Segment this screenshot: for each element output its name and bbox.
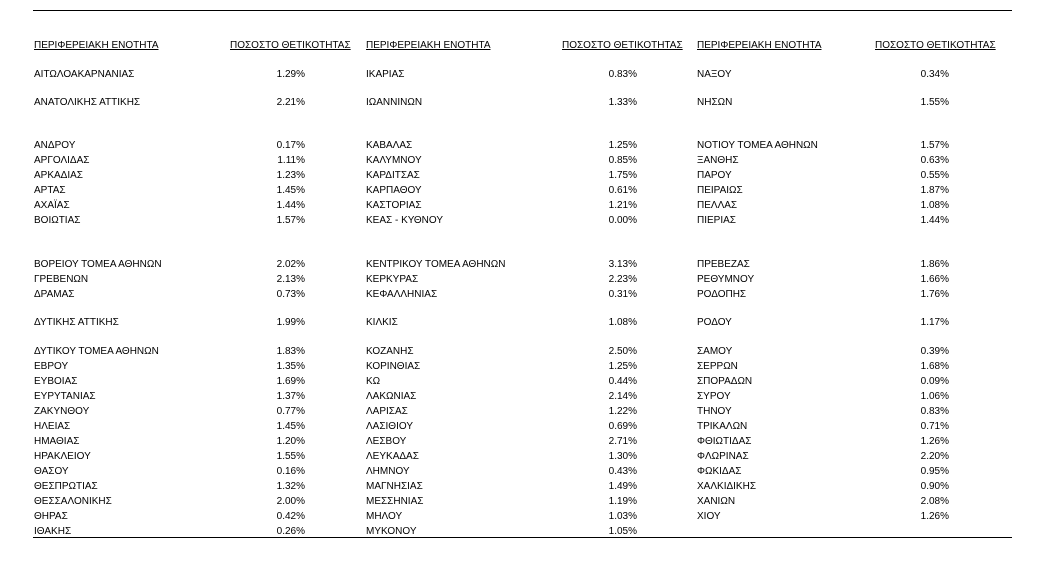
region-name: ΦΩΚΙΔΑΣ — [697, 466, 742, 477]
positivity-rate: 2.02% — [276, 259, 305, 270]
region-name: ΝΟΤΙΟΥ ΤΟΜΕΑ ΑΘΗΝΩΝ — [697, 140, 818, 151]
header-percent-2: ΠΟΣΟΣΤΟ ΘΕΤΙΚΟΤΗΤΑΣ — [562, 40, 683, 51]
region-name: ΠΕΛΛΑΣ — [697, 200, 738, 211]
positivity-rate: 1.37% — [276, 391, 305, 402]
region-name: ΛΑΣΙΘΙΟΥ — [366, 421, 413, 432]
region-name: ΛΑΚΩΝΙΑΣ — [366, 391, 417, 402]
positivity-rate: 1.29% — [276, 69, 305, 80]
positivity-rate: 0.77% — [276, 406, 305, 417]
region-name: ΔΡΑΜΑΣ — [34, 289, 75, 300]
region-name: ΚΑΒΑΛΑΣ — [366, 140, 413, 151]
positivity-rate: 1.05% — [608, 526, 637, 537]
region-name: ΒΟΡΕΙΟΥ ΤΟΜΕΑ ΑΘΗΝΩΝ — [34, 259, 162, 270]
region-name: ΑΝΑΤΟΛΙΚΗΣ ΑΤΤΙΚΗΣ — [34, 97, 141, 108]
positivity-rate: 0.17% — [276, 140, 305, 151]
positivity-rate: 0.73% — [276, 289, 305, 300]
region-name: ΗΛΕΙΑΣ — [34, 421, 71, 432]
region-name: ΚΕΦΑΛΛΗΝΙΑΣ — [366, 289, 438, 300]
region-name: ΚΑΣΤΟΡΙΑΣ — [366, 200, 422, 211]
positivity-rate: 0.90% — [920, 481, 949, 492]
positivity-rate: 1.66% — [920, 274, 949, 285]
region-name: ΚΕΡΚΥΡΑΣ — [366, 274, 419, 285]
region-name: ΕΥΒΟΙΑΣ — [34, 376, 78, 387]
region-name: ΝΗΣΩΝ — [697, 97, 733, 108]
positivity-rate: 1.45% — [276, 185, 305, 196]
positivity-rate: 1.57% — [920, 140, 949, 151]
region-name: ΜΗΛΟΥ — [366, 511, 403, 522]
positivity-rate: 0.39% — [920, 346, 949, 357]
region-name: ΗΜΑΘΙΑΣ — [34, 436, 80, 447]
positivity-rate: 2.08% — [920, 496, 949, 507]
positivity-rate: 0.55% — [920, 170, 949, 181]
positivity-rate: 2.20% — [920, 451, 949, 462]
region-name: ΣΕΡΡΩΝ — [697, 361, 738, 372]
region-name: ΓΡΕΒΕΝΩΝ — [34, 274, 89, 285]
positivity-rate: 0.85% — [608, 155, 637, 166]
region-name: ΘΑΣΟΥ — [34, 466, 69, 477]
header-region-2: ΠΕΡΙΦΕΡΕΙΑΚΗ ΕΝΟΤΗΤΑ — [366, 40, 491, 51]
positivity-rate: 0.83% — [920, 406, 949, 417]
region-name: ΞΑΝΘΗΣ — [697, 155, 739, 166]
region-name: ΚΕΝΤΡΙΚΟΥ ΤΟΜΕΑ ΑΘΗΝΩΝ — [366, 259, 506, 270]
region-name: ΡΟΔΟΥ — [697, 317, 732, 328]
positivity-rate: 1.44% — [276, 200, 305, 211]
region-name: ΚΟΖΑΝΗΣ — [366, 346, 414, 357]
positivity-rate: 1.55% — [920, 97, 949, 108]
region-name: ΘΗΡΑΣ — [34, 511, 68, 522]
positivity-rate: 1.99% — [276, 317, 305, 328]
positivity-rate: 0.00% — [608, 215, 637, 226]
positivity-rate: 1.17% — [920, 317, 949, 328]
positivity-rate: 1.86% — [920, 259, 949, 270]
table-header — [0, 40, 1056, 54]
region-name: ΚΟΡΙΝΘΙΑΣ — [366, 361, 421, 372]
region-name: ΡΟΔΟΠΗΣ — [697, 289, 747, 300]
positivity-rate: 0.34% — [920, 69, 949, 80]
positivity-rate: 1.55% — [276, 451, 305, 462]
region-name: ΦΘΙΩΤΙΔΑΣ — [697, 436, 752, 447]
region-name: ΚΑΛΥΜΝΟΥ — [366, 155, 422, 166]
top-rule — [33, 10, 1012, 11]
region-name: ΛΕΥΚΑΔΑΣ — [366, 451, 419, 462]
region-name: ΚΕΑΣ - ΚΥΘΝΟΥ — [366, 215, 443, 226]
positivity-rate: 1.45% — [276, 421, 305, 432]
positivity-rate: 1.25% — [608, 361, 637, 372]
region-name: ΔΥΤΙΚΗΣ ΑΤΤΙΚΗΣ — [34, 317, 119, 328]
region-name: ΚΑΡΔΙΤΣΑΣ — [366, 170, 420, 181]
region-name: ΑΙΤΩΛΟΑΚΑΡΝΑΝΙΑΣ — [34, 69, 135, 80]
region-name: ΣΑΜΟΥ — [697, 346, 733, 357]
positivity-rate: 1.49% — [608, 481, 637, 492]
bottom-rule — [33, 537, 1012, 538]
region-name: ΤΡΙΚΑΛΩΝ — [697, 421, 748, 432]
positivity-rate: 1.69% — [276, 376, 305, 387]
positivity-rate: 1.26% — [920, 436, 949, 447]
region-name: ΙΚΑΡΙΑΣ — [366, 69, 405, 80]
positivity-rate: 1.20% — [276, 436, 305, 447]
positivity-rate: 0.83% — [608, 69, 637, 80]
region-name: ΦΛΩΡΙΝΑΣ — [697, 451, 749, 462]
positivity-rate: 0.69% — [608, 421, 637, 432]
region-name: ΗΡΑΚΛΕΙΟΥ — [34, 451, 91, 462]
region-name: ΛΗΜΝΟΥ — [366, 466, 410, 477]
positivity-rate: 3.13% — [608, 259, 637, 270]
region-name: ΛΕΣΒΟΥ — [366, 436, 407, 447]
positivity-rate: 1.83% — [276, 346, 305, 357]
region-name: ΘΕΣΣΑΛΟΝΙΚΗΣ — [34, 496, 112, 507]
positivity-rate: 1.25% — [608, 140, 637, 151]
region-name: ΣΠΟΡΑΔΩΝ — [697, 376, 753, 387]
positivity-rate: 1.21% — [608, 200, 637, 211]
positivity-rate: 1.08% — [920, 200, 949, 211]
region-name: ΑΝΔΡΟΥ — [34, 140, 76, 151]
header-percent-1: ΠΟΣΟΣΤΟ ΘΕΤΙΚΟΤΗΤΑΣ — [230, 40, 351, 51]
region-name: ΔΥΤΙΚΟΥ ΤΟΜΕΑ ΑΘΗΝΩΝ — [34, 346, 159, 357]
positivity-rate: 1.44% — [920, 215, 949, 226]
region-name: ΕΥΡΥΤΑΝΙΑΣ — [34, 391, 96, 402]
region-name: ΠΑΡΟΥ — [697, 170, 732, 181]
region-name: ΖΑΚΥΝΘΟΥ — [34, 406, 90, 417]
positivity-rate: 0.61% — [608, 185, 637, 196]
positivity-rate: 1.03% — [608, 511, 637, 522]
region-name: ΚΙΛΚΙΣ — [366, 317, 398, 328]
positivity-rate: 2.00% — [276, 496, 305, 507]
positivity-rate: 0.95% — [920, 466, 949, 477]
positivity-rate: 1.35% — [276, 361, 305, 372]
region-name: ΑΡΓΟΛΙΔΑΣ — [34, 155, 90, 166]
region-name: ΑΡΚΑΔΙΑΣ — [34, 170, 83, 181]
positivity-rate: 1.06% — [920, 391, 949, 402]
region-name: ΧΑΛΚΙΔΙΚΗΣ — [697, 481, 756, 492]
positivity-rate: 1.11% — [277, 155, 305, 166]
region-name: ΣΥΡΟΥ — [697, 391, 731, 402]
positivity-rate: 1.76% — [920, 289, 949, 300]
positivity-rate: 2.21% — [276, 97, 305, 108]
positivity-rate: 1.08% — [608, 317, 637, 328]
region-name: ΑΧΑΪΑΣ — [34, 200, 70, 211]
header-region-1: ΠΕΡΙΦΕΡΕΙΑΚΗ ΕΝΟΤΗΤΑ — [34, 40, 159, 51]
positivity-rate: 0.43% — [608, 466, 637, 477]
region-name: ΜΑΓΝΗΣΙΑΣ — [366, 481, 423, 492]
positivity-rate: 1.23% — [276, 170, 305, 181]
region-name: ΜΕΣΣΗΝΙΑΣ — [366, 496, 424, 507]
positivity-rate: 2.71% — [608, 436, 637, 447]
region-name: ΙΩΑΝΝΙΝΩΝ — [366, 97, 423, 108]
region-name: ΑΡΤΑΣ — [34, 185, 66, 196]
positivity-rate: 0.09% — [920, 376, 949, 387]
region-name: ΝΑΞΟΥ — [697, 69, 732, 80]
positivity-rate: 1.57% — [276, 215, 305, 226]
region-name: ΛΑΡΙΣΑΣ — [366, 406, 408, 417]
positivity-rate: 2.14% — [608, 391, 637, 402]
region-name: ΠΙΕΡΙΑΣ — [697, 215, 736, 226]
region-name: ΧΙΟΥ — [697, 511, 721, 522]
positivity-rate: 0.31% — [608, 289, 637, 300]
header-region-3: ΠΕΡΙΦΕΡΕΙΑΚΗ ΕΝΟΤΗΤΑ — [697, 40, 822, 51]
positivity-rate: 1.19% — [608, 496, 637, 507]
header-percent-3: ΠΟΣΟΣΤΟ ΘΕΤΙΚΟΤΗΤΑΣ — [875, 40, 996, 51]
positivity-rate: 1.68% — [920, 361, 949, 372]
positivity-rate: 1.33% — [608, 97, 637, 108]
positivity-rate: 1.87% — [920, 185, 949, 196]
positivity-rate: 1.75% — [608, 170, 637, 181]
positivity-rate: 0.16% — [276, 466, 305, 477]
region-name: ΠΕΙΡΑΙΩΣ — [697, 185, 743, 196]
positivity-rate: 0.63% — [920, 155, 949, 166]
region-name: ΒΟΙΩΤΙΑΣ — [34, 215, 81, 226]
positivity-rate: 1.26% — [920, 511, 949, 522]
region-name: ΤΗΝΟΥ — [697, 406, 732, 417]
positivity-rate: 0.71% — [920, 421, 949, 432]
region-name: ΘΕΣΠΡΩΤΙΑΣ — [34, 481, 98, 492]
region-name: ΡΕΘΥΜΝΟΥ — [697, 274, 755, 285]
positivity-rate: 0.26% — [276, 526, 305, 537]
region-name: ΚΩ — [366, 376, 381, 387]
region-name: ΙΘΑΚΗΣ — [34, 526, 72, 537]
region-name: ΕΒΡΟΥ — [34, 361, 69, 372]
region-name: ΜΥΚΟΝΟΥ — [366, 526, 417, 537]
positivity-rate: 1.22% — [608, 406, 637, 417]
positivity-rate: 1.30% — [608, 451, 637, 462]
positivity-rate: 2.13% — [276, 274, 305, 285]
positivity-rate: 0.44% — [608, 376, 637, 387]
positivity-rate: 1.32% — [276, 481, 305, 492]
region-name: ΠΡΕΒΕΖΑΣ — [697, 259, 750, 270]
positivity-rate: 0.42% — [276, 511, 305, 522]
region-name: ΚΑΡΠΑΘΟΥ — [366, 185, 422, 196]
positivity-rate: 2.50% — [608, 346, 637, 357]
region-name: ΧΑΝΙΩΝ — [697, 496, 736, 507]
positivity-rate: 2.23% — [608, 274, 637, 285]
